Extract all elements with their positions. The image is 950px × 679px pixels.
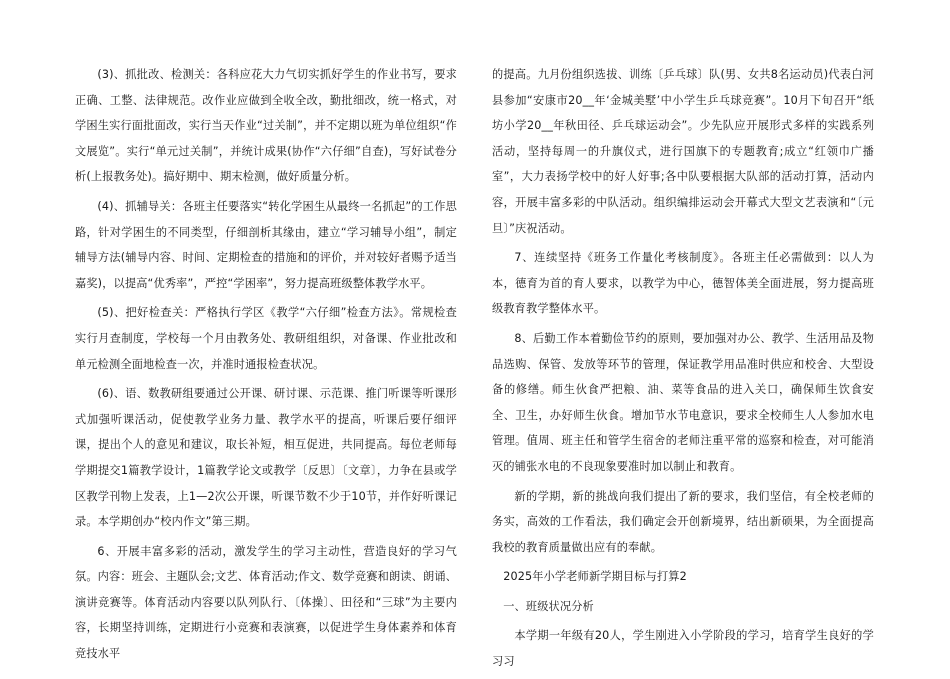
right-column — [492, 62, 874, 679]
section-heading: 一、班级状况分析 — [503, 599, 594, 613]
paragraph-teaching-research: (6)、语、数教研组要通过公开课、研讨课、示范课、推门听课等听课形式加强听课活动，促使教学业务力量、教学水平的提高，听课后要仔细评课，提出个人的意见和建议，取长补短，相互促进，共同提高。每位老师每学期提交1篇教学设计，1篇教学论文或教学〔反思〕〔文章〕，力争在县或学区教学刊物上发表，上1—2次公开课，听课节数不少于10节，并作好听课记录。本学期创办“校内作文”第三期。 — [75, 387, 457, 529]
paragraph-activities-continued: 的提高。九月份组织选拔、训练〔乒乓球〕队(男、女共8名运动员)代表白河县参加“安康市20__年‘金城美墅’中小学生乒乓球竞赛”。10月下旬召开“纸坊小学20__年秋田径、乒乓球运动会”。少先队应开展形式多样的实践系列活动，坚持每周一的升旗仪式，进行国旗下的专题教育;成立“红领巾广播室”，大力表扬学校中的好人好事;各中队要根据大队部的活动打算，活动内容，开展丰富多彩的中队活动。组织编排运动会开幕式大型文艺表演和“〔元旦〕”庆祝活动。 — [492, 68, 874, 235]
paragraph-class-assessment: 7、连续坚持《班务工作量化考核制度》。各班主任必需做到：以人为本，德育为首的育人要求，以教学为中心，德智体美全面进展，努力提高班级教育教学整体水平。 — [492, 251, 874, 316]
left-column — [75, 62, 457, 671]
paragraph-tutoring: (4)、抓辅导关：各班主任要落实“转化学困生从最终一名抓起”的工作思路，针对学困生的不同类型，仔细剖析其缘由，建立“学习辅导小组”，制定辅导方法(辅导内容、时间、定期检查的措施和的评价，并对较好者赐予适当嘉奖)，以提高“优秀率”，严控“学困率”，努力提高班级整体教学水平。 — [75, 199, 457, 290]
paragraph-conclusion: 新的学期，新的挑战向我们提出了新的要求，我们坚信，有全校老师的务实，高效的工作看法，我们确定会开创新境界，结出新硕果，为全面提高我校的教育质量做出应有的奉献。 — [492, 489, 874, 554]
paragraph-class-situation: 本学期一年级有20人，学生刚进入小学阶段的学习，培育学生良好的学习习 — [492, 629, 874, 669]
paragraph-logistics: 8、后勤工作本着勤俭节约的原则，要加强对办公、教学、生活用品及物品选购、保管、发放等环节的管理，保证教学用品准时供应和校舍、大型设备的修缮。师生伙食严把粮、油、菜等食品的进入关口，确保师生饮食安全、卫生，办好师生伙食。增加节水节电意识，要求全校师生人人参加水电管理。值周、班主任和管学生宿舍的老师注重平常的巡察和检查，对可能消灭的铺张水电的不良现象要准时加以制止和教育。 — [492, 331, 874, 473]
paragraph-grading: (3)、抓批改、检测关：各科应花大力气切实抓好学生的作业书写，要求正确、工整、法律规范。改作业应做到全收全改，勤批细改，统一格式，对学困生实行面批面改，实行当天作业“过关制”，并不定期以班为单位组织“作文展览”。实行“单元过关制”，并统计成果(协作“六仔细”自查)，写好试卷分析(上报教务处)。搞好期中、期末检测，做好质量分析。 — [75, 68, 457, 184]
section-title: 2025年小学老师新学期目标与打算2 — [503, 570, 687, 584]
paragraph-inspection: (5)、把好检查关：严格执行学区《教学“六仔细”检查方法》。常规检查实行月查制度，学校每一个月由教务处、教研组组织，对备课、作业批改和单元检测全面地检查一次，并准时通报检查状况。 — [75, 306, 457, 371]
paragraph-activities: 6、开展丰富多彩的活动，激发学生的学习主动性，营造良好的学习气氛。内容：班会、主题队会;文艺、体育活动;作文、数学竞赛和朗读、朗诵、演讲竞赛等。体育活动内容要以队列队行、〔体操〕、田径和“三球”为主要内容，长期坚持训练，定期进行小竞赛和表演赛，以促进学生身体素养和体育竞技水平 — [75, 544, 457, 661]
